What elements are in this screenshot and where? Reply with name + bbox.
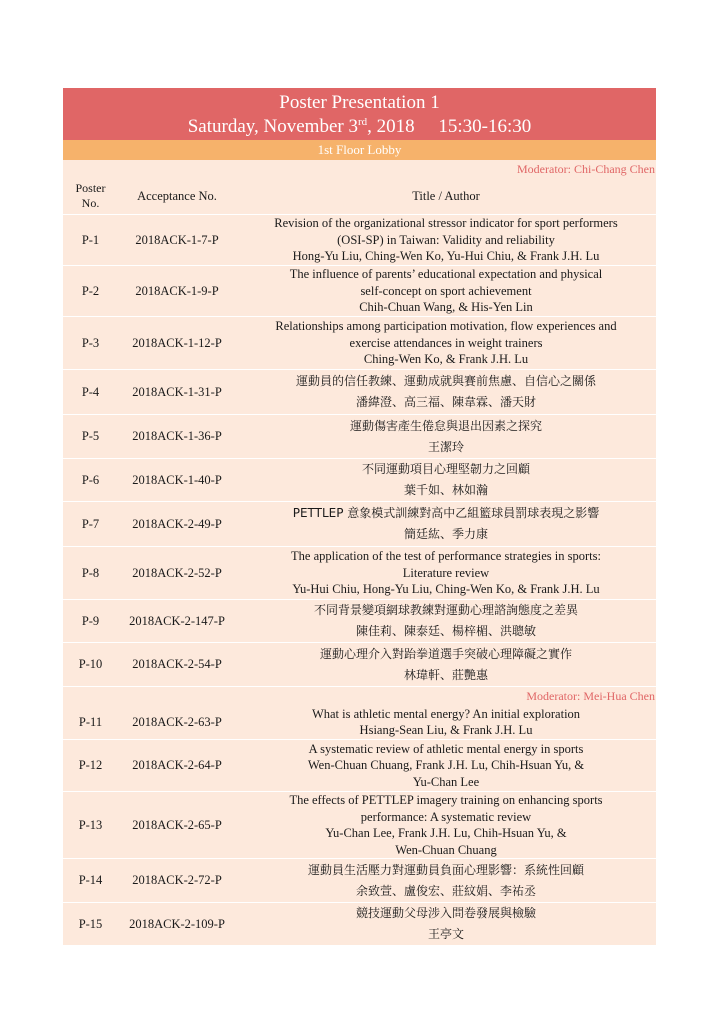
poster-authors: Chih-Chuan Wang, & His-Yen Lin — [359, 300, 533, 315]
title-author-cell — [236, 459, 656, 501]
poster-title-line: Yu-Chan Lee, Frank J.H. Lu, Chih-Hsuan Yu, & — [325, 826, 567, 840]
header-title-author: Title / Author — [412, 188, 480, 203]
moderator-label: Moderator: Chi-Chang Chen — [63, 160, 656, 178]
acceptance-number: 2018ACK-1-7-P — [135, 232, 219, 247]
poster-title-line: Wen-Chuan Chuang, Frank J.H. Lu, Chih-Hsuan Yu, & — [307, 758, 585, 773]
title-author-cell — [236, 903, 656, 945]
table-row — [63, 643, 656, 687]
acceptance-number: 2018ACK-2-49-P — [132, 516, 222, 531]
acceptance-number: 2018ACK-1-9-P — [135, 283, 219, 298]
acceptance-number: 2018ACK-2-52-P — [132, 565, 222, 580]
poster-title-line: 不同運動項目心理堅韌力之回顧 — [361, 462, 530, 476]
table-row — [63, 547, 656, 600]
acceptance-number: 2018ACK-2-64-P — [132, 758, 222, 772]
poster-title-line: Relationships among participation motivation, flow experiences and — [275, 319, 617, 334]
header-acceptance-no: Acceptance No. — [137, 188, 217, 203]
title-author-cell — [236, 644, 656, 686]
poster-title-line: self-concept on sport achievement — [360, 283, 532, 298]
table-row — [63, 502, 656, 547]
acceptance-number: 2018ACK-2-65-P — [132, 817, 222, 832]
poster-authors: 陳佳莉、陳泰廷、楊梓楣、洪聰敏 — [355, 624, 536, 638]
table-row — [63, 740, 656, 792]
title-author-cell — [236, 416, 656, 458]
table-row — [63, 705, 656, 740]
poster-authors: 王亭文 — [427, 927, 464, 941]
poster-title-line: 運動傷害產生倦怠與退出因素之探究 — [349, 418, 542, 433]
table-row — [63, 903, 656, 946]
acceptance-number: 2018ACK-1-40-P — [132, 472, 222, 487]
poster-title-line: exercise attendances in weight trainers — [349, 335, 543, 350]
poster-title-line: 運動心理介入對跆拳道選手突破心理障礙之實作 — [319, 646, 572, 661]
table-row — [63, 317, 656, 370]
date-ordinal: rd — [357, 116, 368, 128]
poster-title-line: (OSI-SP) in Taiwan: Validity and reliability — [337, 232, 555, 247]
poster-authors: Hsiang-Sean Liu, & Frank J.H. Lu — [359, 723, 533, 737]
table-row — [63, 859, 656, 903]
poster-title-line: The application of the test of performance strategies in sports: — [291, 549, 601, 564]
acceptance-number: 2018ACK-2-54-P — [132, 657, 222, 671]
session-title: Poster Presentation 1 — [279, 92, 440, 113]
table-row — [63, 266, 656, 317]
poster-number: P-13 — [78, 817, 103, 832]
poster-number: P-12 — [78, 758, 103, 772]
title-author-cell — [236, 215, 656, 265]
poster-authors: Wen-Chuan Chuang — [395, 842, 497, 857]
header-poster-no: Poster No. — [75, 181, 106, 210]
poster-number: P-6 — [81, 472, 100, 487]
poster-authors: Ching-Wen Ko, & Frank J.H. Lu — [363, 352, 529, 367]
moderator-label: Moderator: Mei-Hua Chen — [63, 687, 656, 705]
poster-session-table — [63, 88, 656, 946]
poster-authors: Hong-Yu Liu, Ching-Wen Ko, Yu-Hui Chiu, & Frank J.H. Lu — [292, 249, 600, 264]
table-row — [63, 792, 656, 859]
poster-number: P-9 — [81, 613, 100, 628]
poster-number: P-3 — [81, 335, 100, 350]
session-location: 1st Floor Lobby — [63, 140, 656, 160]
table-row — [63, 370, 656, 415]
acceptance-number: 2018ACK-2-72-P — [132, 873, 222, 887]
poster-title-line: Revision of the organizational stressor indicator for sport performers — [274, 216, 618, 231]
poster-number: P-2 — [81, 283, 100, 298]
poster-title-line: Literature review — [402, 565, 490, 580]
poster-number: P-15 — [78, 916, 103, 931]
session-title-banner — [63, 88, 656, 140]
poster-title-line: 競技運動父母涉入問卷發展與檢驗 — [355, 906, 536, 920]
poster-authors: 王潔玲 — [427, 439, 464, 454]
table-row — [63, 215, 656, 266]
poster-title-line: A systematic review of athletic mental energy in sports — [308, 741, 584, 756]
poster-number: P-1 — [81, 232, 100, 247]
title-author-cell — [236, 503, 656, 545]
title-author-cell — [236, 706, 656, 739]
acceptance-number: 2018ACK-2-63-P — [132, 714, 222, 729]
poster-authors: Yu-Hui Chiu, Hong-Yu Liu, Ching-Wen Ko, & Frank J.H. Lu — [292, 582, 600, 597]
poster-authors: 林瑋軒、莊艷惠 — [403, 667, 488, 682]
poster-title-line: The influence of parents’ educational expectation and physical — [289, 267, 603, 282]
title-author-cell — [236, 792, 656, 858]
acceptance-number: 2018ACK-1-36-P — [132, 429, 222, 443]
poster-number: P-8 — [81, 565, 100, 580]
poster-number: P-7 — [81, 516, 100, 531]
session-date: Saturday, November 3 — [187, 116, 358, 137]
poster-number: P-5 — [81, 429, 100, 443]
acceptance-number: 2018ACK-1-12-P — [132, 335, 222, 350]
poster-number: P-14 — [78, 873, 103, 887]
title-author-cell — [236, 741, 656, 791]
session-year-time: , 2018 15:30-16:30 — [367, 116, 532, 137]
poster-title-line: 運動員的信任教練、運動成就與賽前焦慮、自信心之關係 — [295, 374, 596, 388]
poster-title-line: PETTLEP 意象模式訓練對高中乙組籃球員罰球表現之影響 — [292, 506, 600, 520]
poster-authors: 簡廷紘、季力康 — [403, 527, 488, 541]
acceptance-number: 2018ACK-1-31-P — [132, 384, 222, 399]
acceptance-number: 2018ACK-2-109-P — [129, 916, 225, 931]
poster-authors: 葉千如、林如瀚 — [403, 483, 488, 497]
acceptance-number: 2018ACK-2-147-P — [129, 613, 225, 628]
poster-title-line: performance: A systematic review — [360, 809, 532, 824]
title-author-cell — [236, 860, 656, 902]
poster-title-line: 不同背景變項網球教練對運動心理諮詢態度之差異 — [313, 603, 578, 617]
poster-title-line: What is athletic mental energy? An initial exploration — [311, 706, 581, 721]
poster-authors: 余致萱、盧俊宏、莊紋娟、李祐丞 — [355, 883, 536, 898]
poster-title-line: 運動員生活壓力對運動員負面心理影響：系統性回顧 — [307, 862, 584, 877]
table-header — [63, 178, 656, 215]
poster-number: P-4 — [81, 384, 100, 399]
title-author-cell — [236, 318, 656, 368]
table-row — [63, 600, 656, 643]
table-row — [63, 415, 656, 459]
poster-number: P-11 — [78, 714, 103, 729]
table-row — [63, 459, 656, 502]
poster-number: P-10 — [78, 657, 103, 671]
poster-authors: 潘緯澄、高三福、陳韋霖、潘天財 — [355, 395, 536, 409]
session-date-time — [63, 115, 656, 139]
title-author-cell — [236, 371, 656, 413]
title-author-cell — [236, 548, 656, 598]
title-author-cell — [236, 266, 656, 316]
title-author-cell — [236, 600, 656, 642]
poster-title-line: The effects of PETTLEP imagery training on enhancing sports — [289, 793, 603, 807]
poster-authors: Yu-Chan Lee — [412, 774, 480, 789]
